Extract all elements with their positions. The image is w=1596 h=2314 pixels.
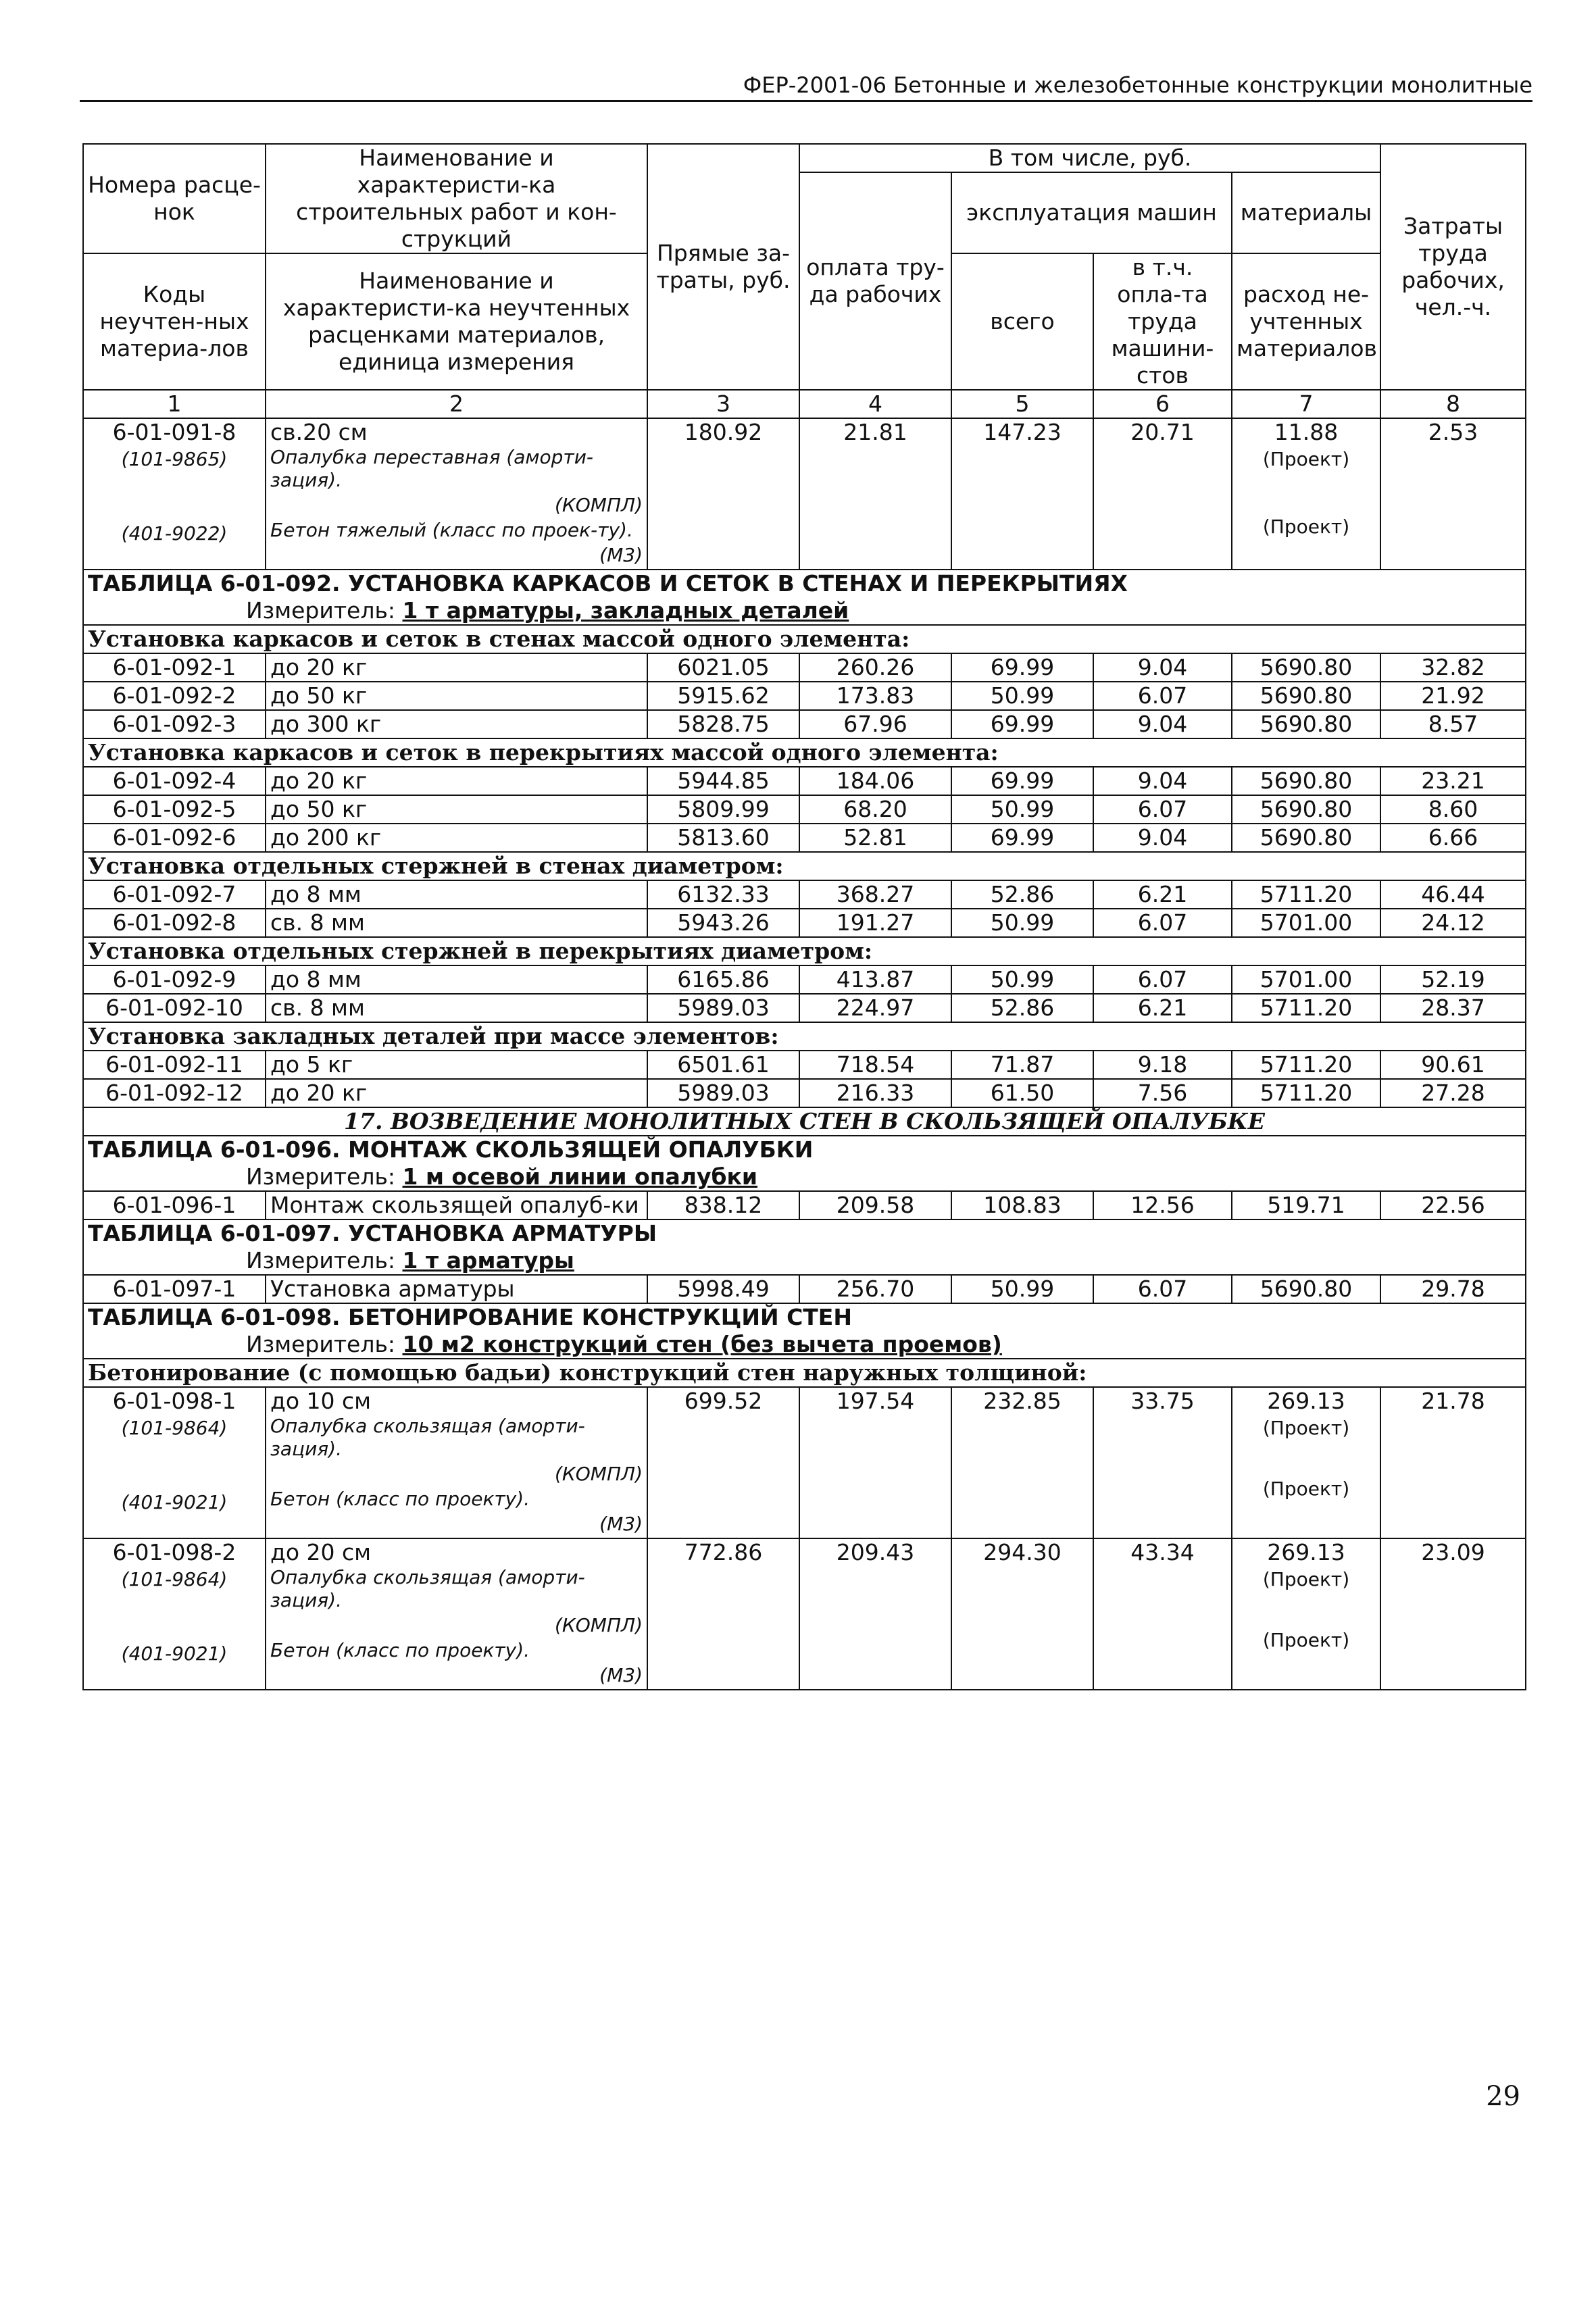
rate-code: 6-01-092-11 bbox=[83, 1051, 266, 1079]
machines-total: 108.83 bbox=[951, 1191, 1093, 1219]
col-machinists-header: в т.ч. опла-та труда машини-стов bbox=[1093, 253, 1232, 390]
section-heading: Бетонирование (с помощью бадьи) конструкций стен наружных толщиной: bbox=[83, 1359, 1526, 1387]
labor-hours: 27.28 bbox=[1380, 1079, 1526, 1107]
machinists-wages: 9.04 bbox=[1093, 653, 1232, 682]
direct-costs: 5828.75 bbox=[647, 710, 799, 738]
machines-total: 71.87 bbox=[951, 1051, 1093, 1079]
machines-header: эксплуатация машин bbox=[951, 172, 1232, 253]
labor-hours: 6.66 bbox=[1380, 824, 1526, 852]
machines-total: 69.99 bbox=[951, 710, 1093, 738]
material-project-note: (Проект) bbox=[1262, 515, 1350, 538]
table-row bbox=[83, 767, 1526, 795]
machines-total: 69.99 bbox=[951, 767, 1093, 795]
machinists-wages: 9.18 bbox=[1093, 1051, 1232, 1079]
rate-code: 6-01-098-2 bbox=[112, 1539, 236, 1565]
direct-costs: 5989.03 bbox=[647, 1079, 799, 1107]
work-name: до 20 кг bbox=[266, 1079, 647, 1107]
machinists-wages: 43.34 bbox=[1093, 1538, 1232, 1690]
wages: 260.26 bbox=[799, 653, 951, 682]
machines-total: 50.99 bbox=[951, 1275, 1093, 1303]
work-name: до 20 см bbox=[270, 1539, 372, 1565]
machines-total: 52.86 bbox=[951, 994, 1093, 1022]
machinists-wages: 6.21 bbox=[1093, 880, 1232, 909]
work-name: до 8 мм bbox=[266, 880, 647, 909]
rate-code: 6-01-092-1 bbox=[83, 653, 266, 682]
direct-costs: 6132.33 bbox=[647, 880, 799, 909]
direct-costs: 5989.03 bbox=[647, 994, 799, 1022]
table-row bbox=[83, 1191, 1526, 1219]
labor-hours: 21.78 bbox=[1380, 1387, 1526, 1538]
work-name: до 50 кг bbox=[266, 682, 647, 710]
table-title: ТАБЛИЦА 6-01-097. УСТАНОВКА АРМАТУРЫ bbox=[83, 1219, 1526, 1247]
price-table bbox=[82, 143, 1526, 1690]
table-row bbox=[83, 653, 1526, 682]
col-material-name-header: Наименование и характеристи-ка неучтенных расценками материалов, единица измерения bbox=[266, 253, 647, 390]
rate-code: 6-01-097-1 bbox=[83, 1275, 266, 1303]
col-machines-total-header: всего bbox=[951, 253, 1093, 390]
direct-costs: 180.92 bbox=[647, 418, 799, 570]
material-name: Опалубка переставная (аморти-зация). bbox=[270, 446, 594, 491]
materials-cost: 269.13 bbox=[1267, 1539, 1345, 1565]
table-title: ТАБЛИЦА 6-01-092. УСТАНОВКА КАРКАСОВ И СЕТОК В СТЕНАХ И ПЕРЕКРЫТИЯХ bbox=[83, 570, 1526, 597]
materials-cost: 269.13 bbox=[1267, 1388, 1345, 1414]
row-group bbox=[83, 880, 1526, 937]
machines-total: 69.99 bbox=[951, 653, 1093, 682]
materials-cost: 5711.20 bbox=[1232, 1079, 1380, 1107]
machinists-wages: 7.56 bbox=[1093, 1079, 1232, 1107]
materials-cost: 5701.00 bbox=[1232, 909, 1380, 937]
row-group bbox=[83, 1051, 1526, 1107]
meter bbox=[83, 1331, 1526, 1359]
material-unit: (М3) bbox=[599, 544, 643, 566]
rate-code: 6-01-092-6 bbox=[83, 824, 266, 852]
col-number: 2 bbox=[266, 390, 647, 418]
wages: 368.27 bbox=[799, 880, 951, 909]
labor-hours: 46.44 bbox=[1380, 880, 1526, 909]
labor-hours: 90.61 bbox=[1380, 1051, 1526, 1079]
col-name-header: Наименование и характеристи-ка строительных работ и кон-струкций bbox=[266, 144, 647, 253]
machinists-wages: 33.75 bbox=[1093, 1387, 1232, 1538]
labor-hours: 29.78 bbox=[1380, 1275, 1526, 1303]
machinists-wages: 6.07 bbox=[1093, 1275, 1232, 1303]
section-heading: Установка отдельных стержней в стенах диаметром: bbox=[83, 852, 1526, 880]
materials-cost: 11.88 bbox=[1274, 419, 1339, 445]
material-code: (401-9021) bbox=[121, 1642, 228, 1665]
wages: 191.27 bbox=[799, 909, 951, 937]
wages: 184.06 bbox=[799, 767, 951, 795]
material-project-note: (Проект) bbox=[1262, 1629, 1350, 1651]
rate-code: 6-01-096-1 bbox=[83, 1191, 266, 1219]
table-row bbox=[83, 1387, 1526, 1538]
work-name: Монтаж скользящей опалуб-ки bbox=[266, 1191, 647, 1219]
materials-cost: 5690.80 bbox=[1232, 682, 1380, 710]
col-number: 7 bbox=[1232, 390, 1380, 418]
header-row-1 bbox=[83, 144, 1526, 172]
material-code: (101-9864) bbox=[121, 1568, 228, 1590]
work-name: св.20 см bbox=[270, 419, 368, 445]
labor-hours: 21.92 bbox=[1380, 682, 1526, 710]
machinists-wages: 9.04 bbox=[1093, 767, 1232, 795]
meter-label: Измеритель: bbox=[246, 597, 396, 624]
rate-code: 6-01-092-9 bbox=[83, 965, 266, 994]
machinists-wages: 6.21 bbox=[1093, 994, 1232, 1022]
wages: 68.20 bbox=[799, 795, 951, 824]
machines-total: 147.23 bbox=[951, 418, 1093, 570]
rate-code: 6-01-092-5 bbox=[83, 795, 266, 824]
materials-cost: 519.71 bbox=[1232, 1191, 1380, 1219]
labor-hours: 2.53 bbox=[1380, 418, 1526, 570]
material-name: Бетон (класс по проекту). bbox=[270, 1639, 530, 1661]
page-number: 29 bbox=[1486, 2081, 1520, 2112]
machinists-wages: 9.04 bbox=[1093, 710, 1232, 738]
materials-cost: 5711.20 bbox=[1232, 994, 1380, 1022]
table-row bbox=[83, 909, 1526, 937]
col-number: 3 bbox=[647, 390, 799, 418]
direct-costs: 6021.05 bbox=[647, 653, 799, 682]
meter-label: Измеритель: bbox=[246, 1163, 396, 1190]
work-name: св. 8 мм bbox=[266, 994, 647, 1022]
machines-total: 232.85 bbox=[951, 1387, 1093, 1538]
direct-costs: 5809.99 bbox=[647, 795, 799, 824]
machinists-wages: 9.04 bbox=[1093, 824, 1232, 852]
materials-cost: 5690.80 bbox=[1232, 1275, 1380, 1303]
meter-value: 1 т арматуры, закладных деталей bbox=[402, 597, 849, 624]
machinists-wages: 12.56 bbox=[1093, 1191, 1232, 1219]
work-name: до 200 кг bbox=[266, 824, 647, 852]
rate-code: 6-01-092-7 bbox=[83, 880, 266, 909]
rate-code: 6-01-092-3 bbox=[83, 710, 266, 738]
col-number: 4 bbox=[799, 390, 951, 418]
wages: 209.58 bbox=[799, 1191, 951, 1219]
table-row bbox=[83, 710, 1526, 738]
machines-total: 69.99 bbox=[951, 824, 1093, 852]
work-name: до 8 мм bbox=[266, 965, 647, 994]
work-name: до 300 кг bbox=[266, 710, 647, 738]
wages: 216.33 bbox=[799, 1079, 951, 1107]
col-labor-hours-header: Затраты труда рабочих, чел.-ч. bbox=[1380, 144, 1526, 390]
work-name: до 5 кг bbox=[266, 1051, 647, 1079]
wages: 256.70 bbox=[799, 1275, 951, 1303]
table-row bbox=[83, 994, 1526, 1022]
material-project-note: (Проект) bbox=[1262, 1417, 1350, 1439]
direct-costs: 6501.61 bbox=[647, 1051, 799, 1079]
material-name: Бетон тяжелый (класс по проек-ту). bbox=[270, 519, 633, 541]
wages: 67.96 bbox=[799, 710, 951, 738]
direct-costs: 5943.26 bbox=[647, 909, 799, 937]
work-name: до 50 кг bbox=[266, 795, 647, 824]
labor-hours: 8.57 bbox=[1380, 710, 1526, 738]
material-project-note: (Проект) bbox=[1262, 1568, 1350, 1590]
column-numbers-row bbox=[83, 390, 1526, 418]
materials-cost: 5690.80 bbox=[1232, 653, 1380, 682]
labor-hours: 32.82 bbox=[1380, 653, 1526, 682]
material-code: (101-9865) bbox=[121, 448, 228, 470]
material-unit: (М3) bbox=[599, 1513, 643, 1535]
direct-costs: 772.86 bbox=[647, 1538, 799, 1690]
machines-total: 294.30 bbox=[951, 1538, 1093, 1690]
table-row bbox=[83, 1275, 1526, 1303]
meter bbox=[83, 597, 1526, 625]
machinists-wages: 6.07 bbox=[1093, 795, 1232, 824]
machinists-wages: 20.71 bbox=[1093, 418, 1232, 570]
table-row bbox=[83, 965, 1526, 994]
col-number: 1 bbox=[83, 390, 266, 418]
page-header: ФЕР-2001-06 Бетонные и железобетонные конструкции монолитные bbox=[80, 73, 1532, 102]
materials-cost: 5711.20 bbox=[1232, 1051, 1380, 1079]
col-codes-header: Номера расце-нок bbox=[83, 144, 266, 253]
rate-code: 6-01-091-8 bbox=[112, 419, 236, 445]
wages: 173.83 bbox=[799, 682, 951, 710]
material-project-note: (Проект) bbox=[1262, 1478, 1350, 1500]
wages: 224.97 bbox=[799, 994, 951, 1022]
direct-costs: 699.52 bbox=[647, 1387, 799, 1538]
table-row bbox=[83, 418, 1526, 570]
materials-cost: 5690.80 bbox=[1232, 710, 1380, 738]
wages: 52.81 bbox=[799, 824, 951, 852]
direct-costs: 5813.60 bbox=[647, 824, 799, 852]
work-name: Установка арматуры bbox=[266, 1275, 647, 1303]
machines-total: 50.99 bbox=[951, 909, 1093, 937]
machinists-wages: 6.07 bbox=[1093, 909, 1232, 937]
wages: 718.54 bbox=[799, 1051, 951, 1079]
labor-hours: 24.12 bbox=[1380, 909, 1526, 937]
labor-hours: 23.09 bbox=[1380, 1538, 1526, 1690]
machines-total: 61.50 bbox=[951, 1079, 1093, 1107]
rate-code: 6-01-098-1 bbox=[112, 1388, 236, 1414]
labor-hours: 52.19 bbox=[1380, 965, 1526, 994]
col-wages-header: оплата тру-да рабочих bbox=[799, 172, 951, 390]
wages: 209.43 bbox=[799, 1538, 951, 1690]
wages: 197.54 bbox=[799, 1387, 951, 1538]
machines-total: 50.99 bbox=[951, 795, 1093, 824]
meter bbox=[83, 1247, 1526, 1275]
materials-cost: 5701.00 bbox=[1232, 965, 1380, 994]
material-unit: (КОМПЛ) bbox=[554, 1463, 643, 1485]
materials-cost: 5690.80 bbox=[1232, 824, 1380, 852]
machinists-wages: 6.07 bbox=[1093, 682, 1232, 710]
table-row bbox=[83, 1051, 1526, 1079]
meter-value: 1 м осевой линии опалубки bbox=[402, 1163, 758, 1190]
rate-code: 6-01-092-4 bbox=[83, 767, 266, 795]
col-number: 8 bbox=[1380, 390, 1526, 418]
col-direct-header: Прямые за-траты, руб. bbox=[647, 144, 799, 390]
section-heading: Установка закладных деталей при массе элементов: bbox=[83, 1022, 1526, 1051]
rate-code: 6-01-092-10 bbox=[83, 994, 266, 1022]
direct-costs: 6165.86 bbox=[647, 965, 799, 994]
material-name: Бетон (класс по проекту). bbox=[270, 1488, 530, 1510]
direct-costs: 5944.85 bbox=[647, 767, 799, 795]
table-title: ТАБЛИЦА 6-01-098. БЕТОНИРОВАНИЕ КОНСТРУКЦИЙ СТЕН bbox=[83, 1303, 1526, 1331]
row-group bbox=[83, 965, 1526, 1022]
wages: 21.81 bbox=[799, 418, 951, 570]
material-code: (401-9021) bbox=[121, 1491, 228, 1513]
material-unit: (М3) bbox=[599, 1664, 643, 1686]
machines-total: 52.86 bbox=[951, 880, 1093, 909]
work-name: до 20 кг bbox=[266, 653, 647, 682]
materials-cost: 5711.20 bbox=[1232, 880, 1380, 909]
material-code: (401-9022) bbox=[121, 522, 228, 545]
row-group bbox=[83, 653, 1526, 738]
direct-costs: 5915.62 bbox=[647, 682, 799, 710]
col-material-codes-header: Коды неучтен-ных материа-лов bbox=[83, 253, 266, 390]
machines-total: 50.99 bbox=[951, 682, 1093, 710]
section-title: 17. ВОЗВЕДЕНИЕ МОНОЛИТНЫХ СТЕН В СКОЛЬЗЯЩЕЙ ОПАЛУБКЕ bbox=[83, 1107, 1526, 1136]
table-row bbox=[83, 682, 1526, 710]
section-heading: Установка отдельных стержней в перекрытиях диаметром: bbox=[83, 937, 1526, 965]
work-name: св. 8 мм bbox=[266, 909, 647, 937]
section-heading: Установка каркасов и сеток в перекрытиях массой одного элемента: bbox=[83, 738, 1526, 767]
col-number: 6 bbox=[1093, 390, 1232, 418]
meter-label: Измеритель: bbox=[246, 1247, 396, 1274]
work-name: до 20 кг bbox=[266, 767, 647, 795]
table-row bbox=[83, 1538, 1526, 1690]
meter-value: 10 м2 конструкций стен (без вычета проемов) bbox=[402, 1331, 1002, 1357]
table-row bbox=[83, 880, 1526, 909]
materials-cost: 5690.80 bbox=[1232, 767, 1380, 795]
table-row bbox=[83, 824, 1526, 852]
rate-code: 6-01-092-12 bbox=[83, 1079, 266, 1107]
material-unit: (КОМПЛ) bbox=[554, 494, 643, 516]
material-project-note: (Проект) bbox=[1262, 448, 1350, 470]
material-code: (101-9864) bbox=[121, 1417, 228, 1439]
direct-costs: 5998.49 bbox=[647, 1275, 799, 1303]
labor-hours: 8.60 bbox=[1380, 795, 1526, 824]
rate-code: 6-01-092-8 bbox=[83, 909, 266, 937]
materials-cost: 5690.80 bbox=[1232, 795, 1380, 824]
material-name: Опалубка скользящая (аморти-зация). bbox=[270, 1566, 585, 1611]
labor-hours: 28.37 bbox=[1380, 994, 1526, 1022]
meter bbox=[83, 1163, 1526, 1191]
table-title: ТАБЛИЦА 6-01-096. МОНТАЖ СКОЛЬЗЯЩЕЙ ОПАЛУБКИ bbox=[83, 1136, 1526, 1163]
machinists-wages: 6.07 bbox=[1093, 965, 1232, 994]
wages: 413.87 bbox=[799, 965, 951, 994]
col-number: 5 bbox=[951, 390, 1093, 418]
labor-hours: 23.21 bbox=[1380, 767, 1526, 795]
labor-hours: 22.56 bbox=[1380, 1191, 1526, 1219]
row-group bbox=[83, 767, 1526, 852]
machines-total: 50.99 bbox=[951, 965, 1093, 994]
materials-header: материалы bbox=[1232, 172, 1380, 253]
including-header: В том числе, руб. bbox=[799, 144, 1380, 172]
material-name: Опалубка скользящая (аморти-зация). bbox=[270, 1415, 585, 1460]
table-row bbox=[83, 795, 1526, 824]
work-name: до 10 см bbox=[270, 1388, 372, 1414]
rate-code: 6-01-092-2 bbox=[83, 682, 266, 710]
col-materials-usage-header: расход не-учтенных материалов bbox=[1232, 253, 1380, 390]
meter-label: Измеритель: bbox=[246, 1331, 396, 1357]
material-unit: (КОМПЛ) bbox=[554, 1614, 643, 1636]
direct-costs: 838.12 bbox=[647, 1191, 799, 1219]
meter-value: 1 т арматуры bbox=[402, 1247, 574, 1274]
table-row bbox=[83, 1079, 1526, 1107]
section-heading: Установка каркасов и сеток в стенах массой одного элемента: bbox=[83, 625, 1526, 653]
